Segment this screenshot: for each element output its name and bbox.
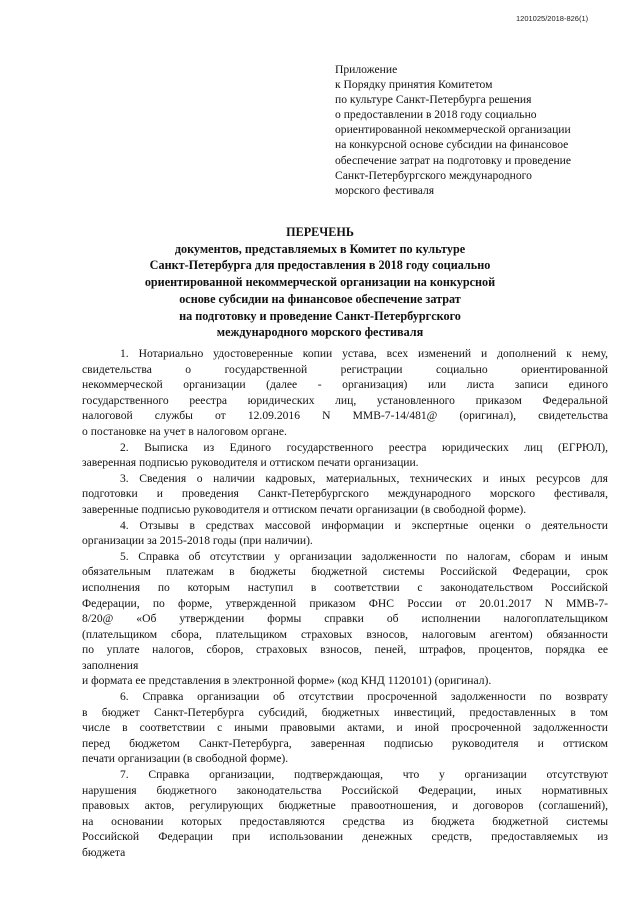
item-line: налоговой службы от 12.09.2016 N ММВ-7-14/481@ (оригинал), свидетельства bbox=[82, 409, 608, 423]
item-line: по уплате налогов, сборов, страховых взносов, пеней, штрафов, процентов, порядка ее bbox=[82, 643, 608, 657]
item-line: заверенная подписью руководителя и оттиском печати организации. bbox=[82, 456, 419, 470]
item-line: печати организации (в свободной форме). bbox=[82, 752, 289, 766]
item-line: 1. Нотариально удостоверенные копии устава, всех изменений и дополнений к нему, bbox=[120, 347, 608, 360]
title-line: основе субсидии на финансовое обеспечение затрат bbox=[179, 291, 461, 306]
list-item bbox=[82, 549, 608, 689]
item-line: государственного реестра юридических лиц, установленного приказом Федеральной bbox=[82, 393, 608, 407]
item-line: обязательным платежам в бюджеты бюджетной системы Российской Федерации, срок bbox=[82, 565, 608, 579]
item-line: 2. Выписка из Единого государственного реестра юридических лиц (ЕГРЮЛ), bbox=[120, 440, 608, 454]
title-line: международного морского фестиваля bbox=[216, 325, 424, 340]
list-item bbox=[82, 518, 608, 549]
item-line: некоммерческой организации (далее - организация) или листа записи единого bbox=[82, 378, 608, 392]
item-line: перед бюджетом Санкт-Петербурга, заверенная подписью руководителя и оттиском bbox=[82, 736, 608, 750]
list-item bbox=[82, 767, 608, 861]
item-line: заполнения bbox=[82, 658, 139, 672]
appendix-line: по культуре Санкт-Петербурга решения bbox=[335, 93, 532, 107]
item-line: числе в соответствии с иными правовыми актами, и иной просроченной задолженности bbox=[82, 721, 608, 735]
title-line: ориентированной некоммерческой организации на конкурсной bbox=[144, 275, 496, 290]
item-line: бюджета bbox=[82, 846, 126, 859]
item-line: Российской Федерации при использовании денежных средств, предоставляемых из bbox=[82, 830, 608, 844]
item-line: 3. Сведения о наличии кадровых, материальных, технических и иных ресурсов для bbox=[120, 471, 608, 485]
appendix-line: к Порядку принятия Комитетом bbox=[335, 78, 493, 92]
appendix-block bbox=[335, 62, 615, 198]
title-heading: ПЕРЕЧЕНЬ bbox=[286, 225, 354, 239]
list-item bbox=[82, 346, 608, 440]
item-line: в бюджет Санкт-Петербурга субсидий, бюджетных инвестиций, предоставленных в том bbox=[82, 705, 608, 719]
item-line: правовых актов, регулирующих бюджетные правоотношения, и договоров (соглашений), bbox=[82, 799, 608, 813]
document-title bbox=[0, 224, 640, 341]
item-line: нарушения бюджетного законодательства Российской Федерации, иных нормативных bbox=[82, 783, 608, 797]
title-line: документов, представляемых в Комитет по культуре bbox=[174, 241, 466, 256]
list-item bbox=[82, 689, 608, 767]
title-line: Санкт-Петербурга для предоставления в 2018 году социально bbox=[149, 258, 491, 273]
item-line: свидетельства о государственной регистрации социально ориентированной bbox=[82, 362, 608, 376]
appendix-line: обеспечение затрат на подготовку и проведение bbox=[335, 153, 572, 167]
list-item bbox=[82, 471, 608, 518]
appendix-line: Приложение bbox=[335, 63, 398, 76]
item-line: о постановке на учет в налоговом органе. bbox=[82, 424, 287, 438]
appendix-line: ориентированной некоммерческой организации bbox=[335, 123, 571, 137]
document-body bbox=[82, 346, 608, 861]
item-line: заверенные подписью руководителя и оттиском печати организации (в свободной форме). bbox=[82, 502, 527, 516]
item-line: подготовки и проведения Санкт-Петербургского международного морского фестиваля, bbox=[82, 487, 608, 501]
item-line: исполнения по которым наступил в соответствии с законодательством Российской bbox=[82, 580, 608, 594]
title-line: на подготовку и проведение Санкт-Петербургского bbox=[179, 308, 461, 323]
item-line: 8/20@ «Об утверждении формы справки об исполнении налогоплательщиком bbox=[82, 612, 608, 626]
item-line: 7. Справка организации, подтверждающая, что у организации отсутствуют bbox=[120, 768, 608, 782]
item-line: и формата ее представления в электронной форме» (код КНД 1120101) (оригинал). bbox=[82, 674, 492, 688]
item-line: 4. Отзывы в средствах массовой информации и экспертные оценки о деятельности bbox=[120, 518, 608, 532]
appendix-line: на конкурсной основе субсидии на финансовое bbox=[335, 138, 569, 152]
item-line: (плательщиком сбора, плательщиком страховых взносов, налоговым агентом) обязанности bbox=[82, 627, 608, 641]
item-line: 5. Справка об отсутствии у организации задолженности по налогам, сборам и иным bbox=[120, 549, 608, 563]
appendix-line: морского фестиваля bbox=[335, 183, 435, 197]
list-item bbox=[82, 440, 608, 471]
appendix-line: о предоставлении в 2018 году социально bbox=[335, 108, 537, 122]
item-line: на основании которых предоставляются средства из бюджета бюджетной системы bbox=[82, 814, 608, 828]
item-line: организации за 2015-2018 годы (при наличии). bbox=[82, 534, 313, 548]
item-line: 6. Справка организации об отсутствии просроченной задолженности по возврату bbox=[120, 690, 608, 704]
document-number: 1201025/2018-826(1) bbox=[516, 14, 589, 23]
appendix-line: Санкт-Петербургского международного bbox=[335, 168, 532, 182]
item-line: Федерации, по форме, утвержденной приказом ФНС России от 20.01.2017 N ММВ-7- bbox=[82, 596, 608, 610]
